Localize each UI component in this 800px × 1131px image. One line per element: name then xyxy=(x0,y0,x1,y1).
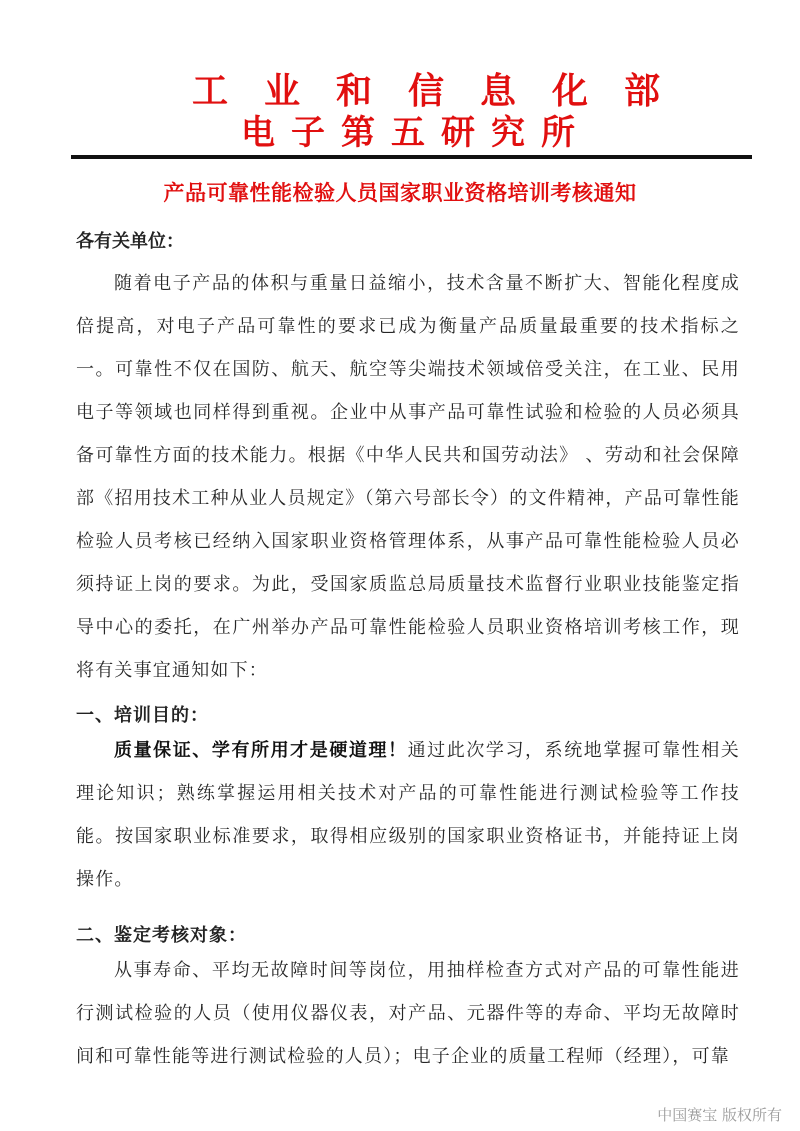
purpose-text: 通过此次学习，系统地掌握可靠性相关理论知识；熟练掌握运用相关技术对产品的可靠性能进行测试检验等工作技能。按国家职业标准要求，取得相应级别的国家职业资格证书，并能持证上岗操作。 xyxy=(76,740,740,890)
document-title: 产品可靠性能检验人员国家职业资格培训考核通知 xyxy=(163,181,637,205)
section-body-purpose xyxy=(76,729,740,901)
header-divider xyxy=(71,155,752,159)
org-name-line1: 工业和信息化部 xyxy=(191,71,696,112)
org-name-line2: 电子第五研究所 xyxy=(241,113,591,153)
salutation: 各有关单位： xyxy=(76,231,184,252)
section-heading-targets: 二、鉴定考核对象： xyxy=(76,925,247,946)
intro-paragraph: 随着电子产品的体积与重量日益缩小，技术含量不断扩大、智能化程度成倍提高，对电子产品可靠性的要求已成为衡量产品质量最重要的技术指标之一。可靠性不仅在国防、航天、航空等尖端技术领域倍受关注，在工业、民用电子等领域也同样得到重视。企业中从事产品可靠性试验和检验的人员必须具备可靠性方面的技术能力。根据《中华人民共和国劳动法》 、劳动和社会保障部《招用技术工种从业人员规定》（第六号部长令）的文件精神，产品可靠性能检验人员考核已经纳入国家职业资格管理体系，从事产品可靠性能检验人员必须持证上岗的要求。为此，受国家质监总局质量技术监督行业职业技能鉴定指导中心的委托，在广州举办产品可靠性能检验人员职业资格培训考核工作，现将有关事宜通知如下： xyxy=(76,273,740,681)
purpose-emphasis: 质量保证、学有所用才是硬道理！ xyxy=(114,740,408,761)
copyright-watermark: 中国赛宝 版权所有 xyxy=(657,1106,782,1124)
section-heading-purpose: 一、培训目的： xyxy=(76,705,209,726)
section-body-targets: 从事寿命、平均无故障时间等岗位，用抽样检查方式对产品的可靠性能进行测试检验的人员（使用仪器仪表，对产品、元器件等的寿命、平均无故障时间和可靠性能等进行测试检验的人员）；电子企业的质量工程师（经理），可靠 xyxy=(76,960,740,1067)
